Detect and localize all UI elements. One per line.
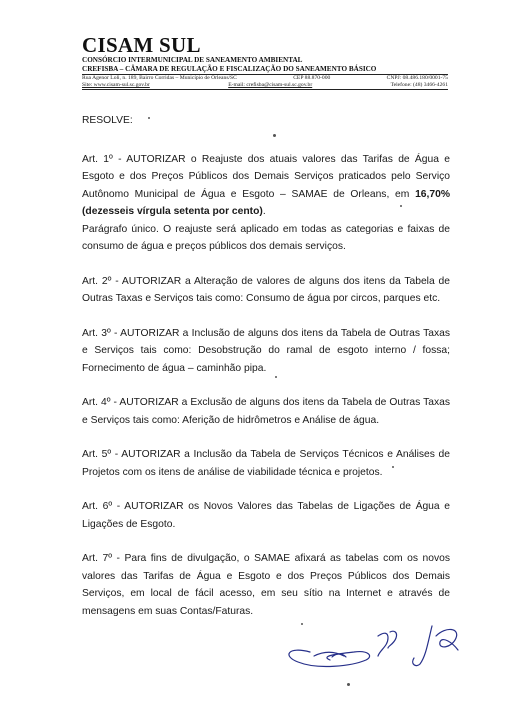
phone-text: Telefone: (48) 3466-4261 — [390, 82, 448, 89]
cep-text: CEP 88.870-000 — [293, 75, 331, 82]
article-2: Art. 2º - AUTORIZAR a Alteração de valores de alguns dos itens da Tabela de Outras Taxas e Serviços tais como: Consumo de água por circos, parques etc. — [82, 275, 450, 304]
article-1-percentage: 16,70% (dezesseis vírgula setenta por cento) — [82, 188, 450, 217]
scan-speck — [347, 683, 350, 686]
contact-row-web — [82, 82, 448, 89]
letterhead — [82, 34, 448, 90]
organization-subtitle: CONSÓRCIO INTERMUNICIPAL DE SANEAMENTO AMBIENTAL — [82, 56, 303, 64]
scan-speck — [273, 134, 276, 137]
article-6: Art. 6º - AUTORIZAR os Novos Valores das Tabelas de Ligações de Água e Ligações de Esgoto. — [82, 501, 450, 530]
article-1-end: . — [262, 206, 266, 217]
address-text: Rua Agenor Loli, n. 189, Bairro Corridas – Município de Orleans/SC — [82, 75, 237, 82]
resolve-heading: RESOLVE: — [82, 115, 133, 126]
scan-speck — [400, 205, 402, 207]
scan-speck — [275, 376, 277, 378]
handwritten-signature — [270, 616, 480, 676]
article-3: Art. 3º - AUTORIZAR a Inclusão de alguns dos itens da Tabela de Outras Taxas e Serviços tais como: Desobstrução do ramal de esgoto interno / fossa; Fornecimento de água – caminhão pipa. — [82, 327, 450, 374]
site-link[interactable]: Site: www.cisam-sul.sc.gov.br — [82, 82, 150, 89]
article-4: Art. 4º - AUTORIZAR a Exclusão de alguns dos itens da Tabela de Outras Taxas e Serviços tais como: Aferição de hidrômetros e Análise de água. — [82, 397, 450, 426]
document-body — [82, 112, 450, 620]
article-1 — [82, 151, 450, 221]
cnpj-text: CNPJ: 08.486.180/0001-75 — [386, 75, 448, 82]
article-7: Art. 7º - Para fins de divulgação, o SAMAE afixará as tabelas com os novos valores das Tarifas de Água e Esgoto e dos Preços Públicos dos Demais Serviços, em local de fácil acesso, em seu sítio na Internet e através de mensagens em suas Contas/Faturas. — [82, 553, 450, 617]
organization-department: CREFISBA – CÂMARA DE REGULAÇÃO E FISCALIZAÇÃO DO SANEAMENTO BÁSICO — [82, 64, 377, 73]
article-1-text: Art. 1º - AUTORIZAR o Reajuste dos atuais valores das Tarifas de Água e Esgoto e dos Preços Públicos dos Demais Serviços praticados pelo Serviço Autônomo Municipal de Água e Esgoto – SAMAE de Orleans, em — [82, 153, 450, 200]
scan-speck — [392, 466, 394, 468]
article-5: Art. 5º - AUTORIZAR a Inclusão da Tabela de Serviços Técnicos e Análises de Projetos com os itens de análise de viabilidade técnica e projetos. — [82, 449, 450, 478]
organization-name: CISAM SUL — [82, 33, 201, 57]
scan-speck — [148, 117, 150, 119]
email-link[interactable]: E-mail: crefisba@cisam-sul.sc.gov.br — [228, 82, 313, 89]
header-rule-bottom — [82, 89, 448, 90]
article-1-paragraph: Parágrafo único. O reajuste será aplicado em todas as categorias e faixas de consumo de água e preços públicos dos demais serviços. — [82, 223, 450, 252]
